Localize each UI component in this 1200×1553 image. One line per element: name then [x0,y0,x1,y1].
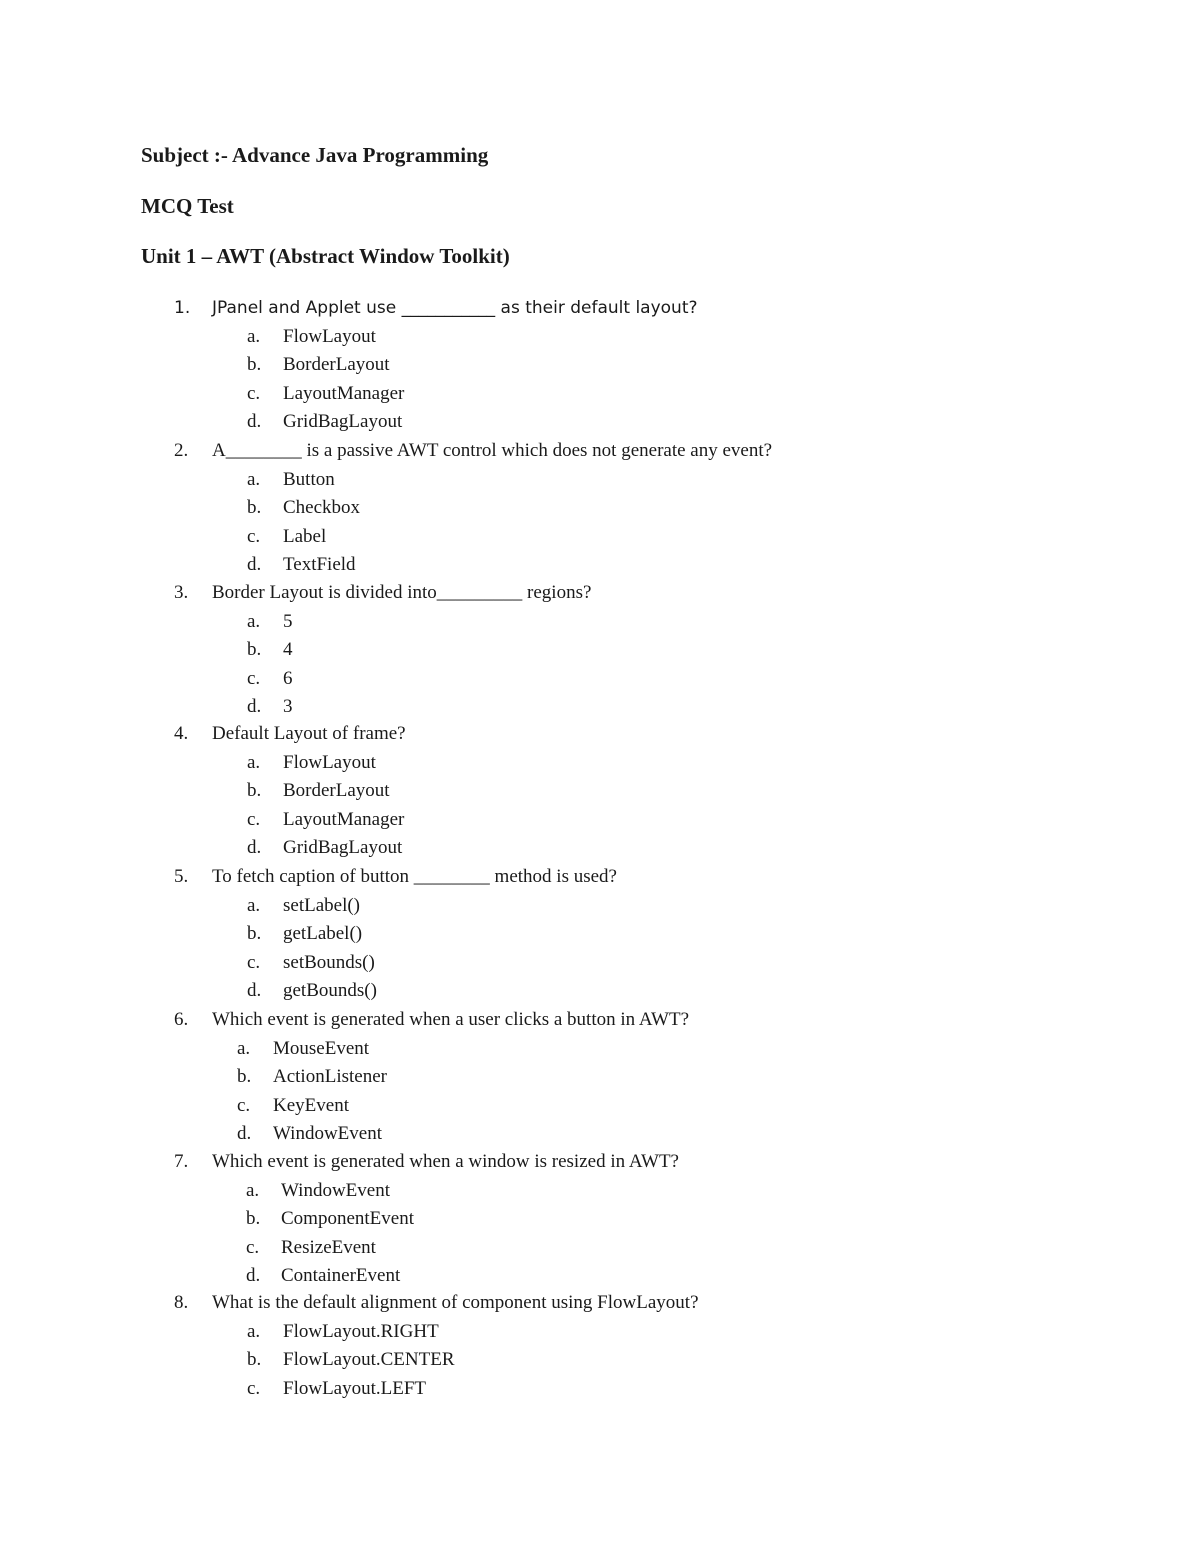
option-text: ResizeEvent [281,1236,376,1258]
question-number: 1. [174,298,191,318]
option-letter: a. [247,1320,261,1342]
option-letter: b. [247,639,262,660]
option-text: 5 [283,610,293,632]
option-text: LayoutManager [283,382,405,404]
question-number: 5. [174,866,189,887]
option-text: LayoutManager [283,808,405,830]
option-text: getBounds() [283,980,377,1001]
option-letter: b. [247,1349,262,1370]
option-letter: c. [237,1094,251,1116]
option-letter: b. [246,1208,261,1229]
option-text: ActionListener [273,1066,387,1087]
question-text: Which event is generated when a user clicks a button in AWT? [212,1009,690,1030]
option-letter: d. [247,554,262,575]
question-number: 7. [174,1151,189,1172]
option-letter: a. [247,610,261,632]
option-letter: c. [247,667,261,689]
option-text: FlowLayout [283,751,376,773]
option-text: ComponentEvent [281,1208,414,1229]
option-text: Label [283,525,327,547]
option-letter: a. [247,468,261,490]
option-letter: c. [246,1236,260,1258]
question-number: 2. [174,440,189,461]
option-letter: d. [247,411,262,432]
question-number: 6. [174,1009,189,1030]
option-text: WindowEvent [273,1123,382,1144]
option-text: FlowLayout.LEFT [283,1377,427,1399]
option-letter: b. [247,354,262,375]
option-text: MouseEvent [273,1037,370,1059]
option-letter: b. [237,1066,252,1087]
option-text: setLabel() [283,894,361,916]
option-letter: d. [247,696,262,717]
question-number: 8. [174,1292,189,1313]
question-number: 4. [174,723,189,744]
option-letter: d. [247,837,262,858]
option-letter: d. [247,980,262,1001]
option-text: FlowLayout.CENTER [283,1349,455,1370]
question-text: A________ is a passive AWT control which does not generate any event? [212,440,773,461]
question-number: 3. [174,582,189,603]
option-letter: a. [247,751,261,773]
option-text: Button [283,468,335,490]
option-text: ContainerEvent [281,1265,401,1286]
question-text: Default Layout of frame? [212,723,406,744]
option-letter: c. [247,382,261,404]
option-text: 4 [283,639,293,660]
subject-heading: Subject :- Advance Java Programming [141,143,489,167]
option-letter: c. [247,525,261,547]
test-heading: MCQ Test [141,194,234,218]
option-letter: a. [247,325,261,347]
question-text: What is the default alignment of component using FlowLayout? [212,1292,699,1313]
option-letter: c. [247,808,261,830]
option-letter: b. [247,497,262,518]
question-text: Border Layout is divided into_________ regions? [212,582,592,603]
option-text: getLabel() [283,923,363,944]
option-text: TextField [283,554,356,575]
option-text: setBounds() [283,951,375,973]
option-text: GridBagLayout [283,411,403,432]
option-text: FlowLayout.RIGHT [283,1320,439,1342]
question-text: Which event is generated when a window is resized in AWT? [212,1151,679,1172]
option-text: 3 [283,696,293,717]
question-text: JPanel and Applet use ___________ as their default layout? [212,298,698,318]
option-text: KeyEvent [273,1094,349,1116]
option-text: Checkbox [283,497,361,518]
option-letter: c. [247,951,261,973]
option-letter: d. [246,1265,261,1286]
unit-heading: Unit 1 – AWT (Abstract Window Toolkit) [141,244,510,268]
option-text: FlowLayout [283,325,376,347]
option-text: BorderLayout [283,780,390,801]
option-letter: a. [246,1179,260,1201]
option-letter: a. [237,1037,251,1059]
option-letter: c. [247,1377,261,1399]
option-letter: b. [247,923,262,944]
option-text: 6 [283,667,293,689]
option-letter: a. [247,894,261,916]
option-text: GridBagLayout [283,837,403,858]
option-text: BorderLayout [283,354,390,375]
option-text: WindowEvent [281,1179,390,1201]
option-letter: b. [247,780,262,801]
option-letter: d. [237,1123,252,1144]
question-text: To fetch caption of button ________ method is used? [212,866,617,887]
